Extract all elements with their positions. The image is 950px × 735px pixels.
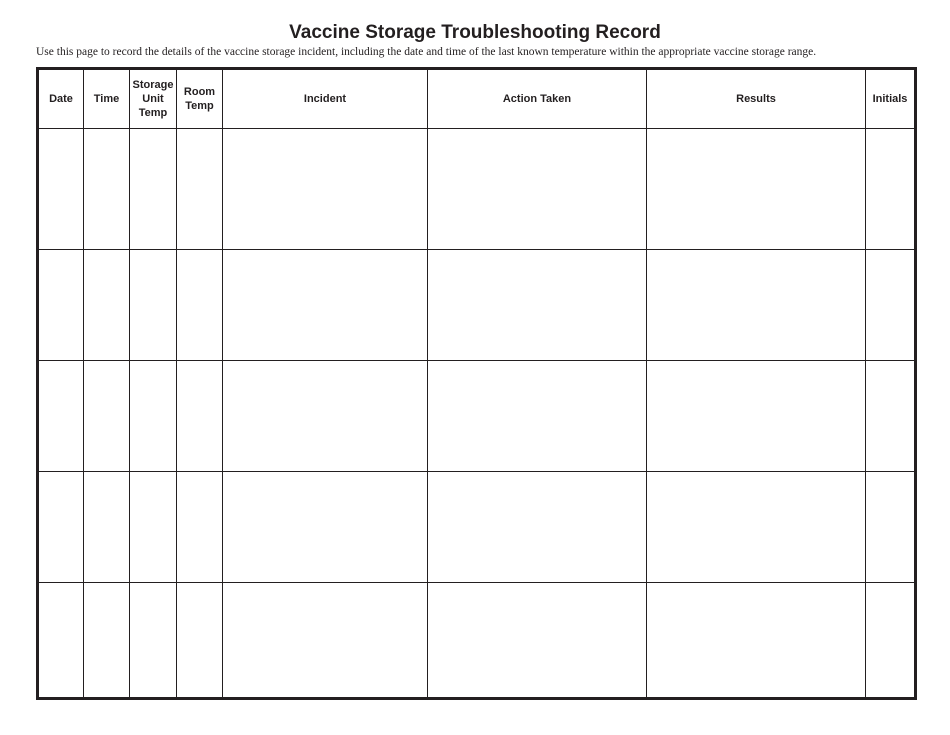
cell-storage-unit-temp[interactable] bbox=[130, 250, 177, 361]
cell-date[interactable] bbox=[38, 250, 84, 361]
header-row bbox=[38, 69, 916, 129]
cell-room-temp[interactable] bbox=[177, 472, 223, 583]
column-header-results: Results bbox=[647, 69, 866, 129]
cell-results[interactable] bbox=[647, 361, 866, 472]
troubleshooting-record-table bbox=[36, 67, 917, 700]
cell-initials[interactable] bbox=[866, 129, 916, 250]
cell-results[interactable] bbox=[647, 129, 866, 250]
cell-date[interactable] bbox=[38, 361, 84, 472]
column-header-initials: Initials bbox=[866, 69, 916, 129]
cell-results[interactable] bbox=[647, 472, 866, 583]
cell-results[interactable] bbox=[647, 583, 866, 699]
cell-room-temp[interactable] bbox=[177, 129, 223, 250]
cell-incident[interactable] bbox=[223, 250, 428, 361]
table-row bbox=[38, 583, 916, 699]
cell-incident[interactable] bbox=[223, 472, 428, 583]
table-row bbox=[38, 361, 916, 472]
cell-results[interactable] bbox=[647, 250, 866, 361]
table-row bbox=[38, 129, 916, 250]
column-header-date: Date bbox=[38, 69, 84, 129]
cell-incident[interactable] bbox=[223, 361, 428, 472]
cell-date[interactable] bbox=[38, 583, 84, 699]
instructions-text: Use this page to record the details of the vaccine storage incident, including the date and time of the last known temperature within the appropriate vaccine storage range. bbox=[36, 46, 817, 58]
cell-action-taken[interactable] bbox=[428, 250, 647, 361]
column-header-room-temp: Room Temp bbox=[177, 69, 223, 129]
table-row bbox=[38, 250, 916, 361]
cell-time[interactable] bbox=[84, 583, 130, 699]
cell-action-taken[interactable] bbox=[428, 361, 647, 472]
column-header-incident: Incident bbox=[223, 69, 428, 129]
table-row bbox=[38, 472, 916, 583]
cell-action-taken[interactable] bbox=[428, 129, 647, 250]
column-header-time: Time bbox=[84, 69, 130, 129]
cell-room-temp[interactable] bbox=[177, 250, 223, 361]
cell-room-temp[interactable] bbox=[177, 361, 223, 472]
cell-incident[interactable] bbox=[223, 583, 428, 699]
cell-initials[interactable] bbox=[866, 583, 916, 699]
cell-initials[interactable] bbox=[866, 250, 916, 361]
cell-storage-unit-temp[interactable] bbox=[130, 472, 177, 583]
cell-storage-unit-temp[interactable] bbox=[130, 583, 177, 699]
page-title: Vaccine Storage Troubleshooting Record bbox=[289, 22, 661, 43]
cell-time[interactable] bbox=[84, 361, 130, 472]
cell-date[interactable] bbox=[38, 472, 84, 583]
cell-action-taken[interactable] bbox=[428, 472, 647, 583]
cell-room-temp[interactable] bbox=[177, 583, 223, 699]
cell-time[interactable] bbox=[84, 250, 130, 361]
cell-storage-unit-temp[interactable] bbox=[130, 129, 177, 250]
cell-initials[interactable] bbox=[866, 472, 916, 583]
cell-initials[interactable] bbox=[866, 361, 916, 472]
cell-time[interactable] bbox=[84, 472, 130, 583]
cell-time[interactable] bbox=[84, 129, 130, 250]
column-header-action-taken: Action Taken bbox=[428, 69, 647, 129]
cell-storage-unit-temp[interactable] bbox=[130, 361, 177, 472]
column-header-storage-unit-temp: Storage Unit Temp bbox=[130, 69, 177, 129]
cell-incident[interactable] bbox=[223, 129, 428, 250]
cell-action-taken[interactable] bbox=[428, 583, 647, 699]
cell-date[interactable] bbox=[38, 129, 84, 250]
